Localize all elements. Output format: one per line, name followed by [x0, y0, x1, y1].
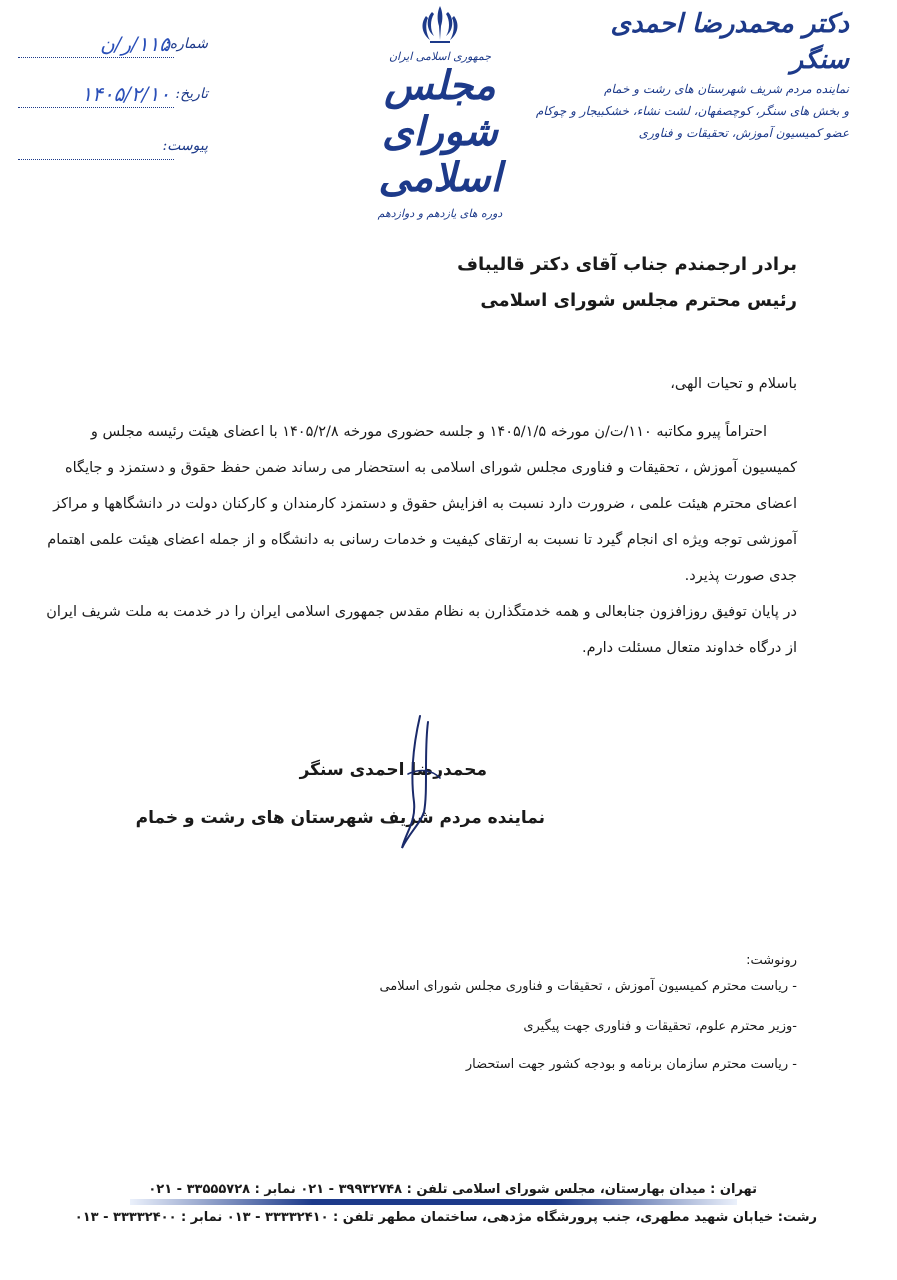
sender-line-3: عضو کمیسیون آموزش، تحقیقات و فناوری [638, 126, 849, 140]
body-paragraph-1: احتراماً پیرو مکاتبه ۱۱۰/ت/ن مورخه ۱۴۰۵/۱/۵ و جلسه حضوری مورخه ۱۴۰۵/۲/۸ با اعضای هیئت رئیسه مجلس و کمیسیون آموزش ، تحقیقات و فناوری مجلس شورای اسلامی به استحضار می رساند ضمن حفظ حقوق و دستمزد و جایگاه اعضای محترم هیئت علمی ، ضرورت دارد نسبت به افزایش حقوق و دستمزد کارمندان و کارکنان دولت در دانشگاهها و مراکز آموزشی توجه ویژه ای انجام گیرد تا نسبت به ارتقای کیفیت و خدمات رسانی به دانشگاه و از جمله اعضای هیئت علمی اهتمام جدی صورت پذیرد. [47, 424, 797, 584]
sender-header [535, 6, 849, 144]
sender-line-1: نماینده مردم شریف شهرستان های رشت و خمام [603, 82, 849, 96]
majlis-emblem-block [340, 4, 540, 220]
letter-attachment [18, 134, 208, 164]
date-dots [18, 107, 174, 108]
cc-item-3 [277, 1054, 797, 1076]
sender-name: دکتر محمدرضا احمدی سنگر [610, 9, 849, 75]
addressee-line-1: برادر ارجمندم جناب آقای دکتر قالیباف [457, 254, 797, 275]
attachment-dots [18, 159, 174, 160]
iran-emblem-icon [418, 4, 462, 46]
majlis-title: مجلس شورای اسلامی [378, 62, 502, 201]
footer-rule [130, 1199, 737, 1205]
republic-label: جمهوری اسلامی ایران [388, 50, 492, 63]
number-dots [18, 57, 174, 58]
footer-rasht: رشت: خیابان شهید مطهری، جنب پرورشگاه مژدهی، ساختمان مطهر تلفن : ۳۳۳۳۲۴۱۰ - ۰۱۳ نمابر : ۳۳۳۳۲۴۰۰ - ۰۱۳ [74, 1210, 817, 1225]
handwritten-signature [380, 712, 460, 862]
date-value: ۱۴۰۵/۲/۱۰ [81, 82, 170, 106]
number-value: ۱۱۵/ر/ن [99, 32, 170, 56]
cc-item-1 [277, 976, 797, 998]
letter-body [37, 414, 797, 666]
term-label: دوره های یازدهم و دوازدهم [377, 207, 503, 220]
greeting: باسلام و تحیات الهی، [670, 376, 797, 392]
cc-heading: رونوشت: [746, 953, 797, 968]
cc-item-text: - ریاست محترم سازمان برنامه و بودجه کشور جهت استحضار [465, 1057, 797, 1072]
cc-item-text: -وزیر محترم علوم، تحقیقات و فناوری جهت پیگیری [523, 1019, 797, 1034]
letter-number [18, 32, 208, 62]
attachment-label: پیوست: [162, 138, 208, 154]
body-paragraph-2: در پایان توفیق روزافزون جنابعالی و همه خدمتگذارن به نظام مقدس جمهوری اسلامی ایران را در خدمت به ملت شریف ایران از درگاه خداوند متعال مسئلت دارم. [46, 604, 797, 656]
cc-block [277, 950, 797, 972]
number-label: شماره: [165, 36, 208, 52]
cc-item-2 [277, 1016, 797, 1038]
addressee-line-2: رئیس محترم مجلس شورای اسلامی [480, 290, 797, 311]
date-label: تاریخ: [175, 86, 208, 102]
signer-name: محمدرضا احمدی سنگر [299, 760, 487, 780]
footer-tehran: تهران : میدان بهارستان، مجلس شورای اسلامی تلفن : ۳۹۹۳۲۷۴۸ - ۰۲۱ نمابر : ۳۳۵۵۵۷۲۸ - ۰۲۱ [148, 1182, 757, 1197]
sender-line-2: و بخش های سنگر، کوچصفهان، لشت نشاء، خشکبیجار و چوکام [535, 104, 849, 118]
cc-item-text: - ریاست محترم کمیسیون آموزش ، تحقیقات و فناوری مجلس شورای اسلامی [379, 979, 797, 994]
letter-date [18, 82, 208, 112]
signer-title: نماینده مردم شریف شهرستان های رشت و خمام [135, 808, 545, 828]
